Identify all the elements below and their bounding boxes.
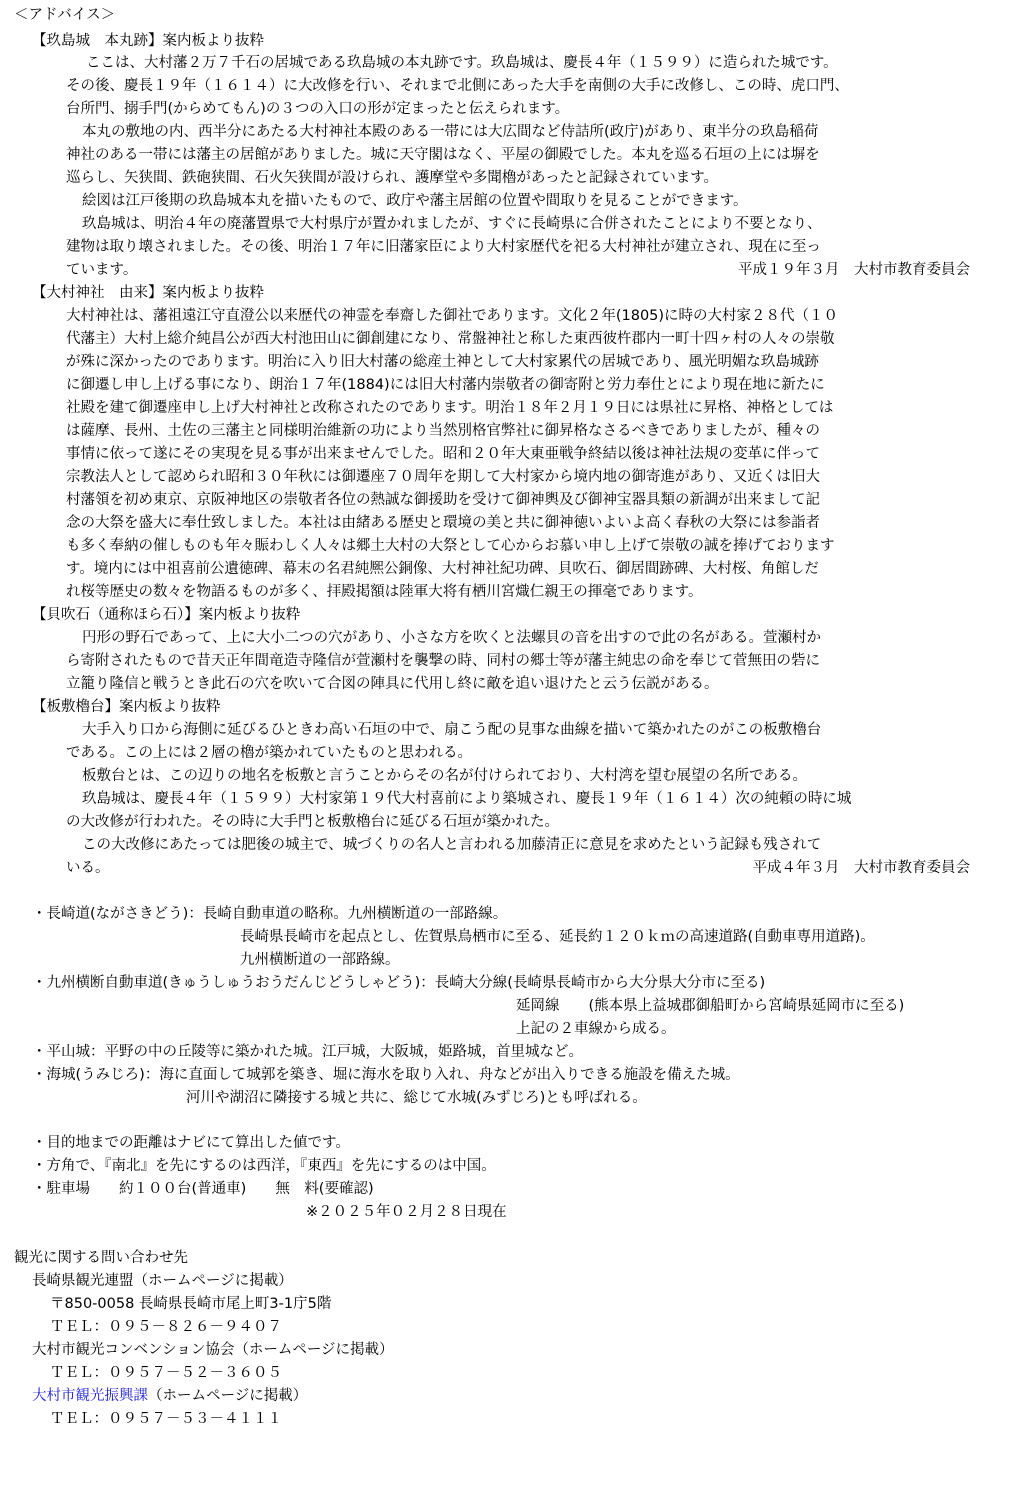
note-line: 長崎県長崎市を起点とし、佐賀県鳥栖市に至る、延長約１２０ｋｍの高速道路(自動車専用道路)。 [240, 929, 875, 945]
text-line: いる。 [66, 860, 110, 876]
text-line: 代藩主）大村上総介純昌公が西大村池田山に御創建になり、常盤神社と称した東西彼杵郡内一町十四ヶ村の人々の崇敬 [66, 331, 835, 347]
page-title: ＜アドバイス＞ [14, 7, 116, 23]
section-heading-kushima: 【玖島城 本丸跡】案内板より抜粋 [32, 33, 264, 49]
text-line: 大村神社は、藩祖遠江守直澄公以来歴代の神霊を奉齋した御社であります。文化２年(1805)に時の大村家２８代（１０ [66, 308, 839, 324]
contact-tel: ＴＥＬ：０９５７－５３－４１１１ [50, 1411, 282, 1427]
text-line: 村藩領を初め東京、京阪神地区の崇敬者各位の熱誠な御援助を受けて御神輿及び御神宝器具類の新調が出来まして記 [66, 492, 820, 508]
contact-tel: ＴＥＬ：０９５－８２６－９４０７ [50, 1319, 282, 1335]
section-heading-itajiki: 【板敷櫓台】案内板より抜粋 [32, 699, 221, 715]
note-line: 河川や湖沼に隣接する城と共に、総じて水城(みずじろ)とも呼ばれる。 [186, 1090, 647, 1106]
text-line: である。この上には２層の櫓が築かれていたものと思われる。 [66, 745, 472, 761]
text-line: 台所門、搦手門(からめてもん)の３つの入口の形が定まったと伝えられます。 [66, 101, 570, 117]
contact-tel: ＴＥＬ：０９５７－５２－３６０５ [50, 1365, 282, 1381]
text-line: 巡らし、矢狭間、鉄砲狭間、石火矢狭間が設けられ、護摩堂や多聞櫓があったと記録されています。 [66, 170, 719, 186]
credit: 平成１９年３月 大村市教育委員会 [738, 262, 970, 278]
contact-org-omura-tourism [32, 1385, 307, 1407]
note-umijiro: ・海城(うみじろ)：海に直面して城郭を築き、堀に海水を取り入れ、舟などが出入りできる施設を備えた城。 [32, 1067, 740, 1083]
text-line: 板敷台とは、この辺りの地名を板敷と言うことからその名が付けられており、大村湾を望む展望の名所である。 [82, 768, 807, 784]
text-line: 本丸の敷地の内、西半分にあたる大村神社本殿のある一帯には大広間など侍詰所(政庁)があり、東半分の玖島稲荷 [82, 124, 819, 140]
text-line: も多く奉納の催しものも年々賑わしく人々は郷土大村の大祭として心からお慕い申し上げて崇敬の誠を捧げております [66, 538, 835, 554]
text-line: この大改修にあたっては肥後の城主で、城づくりの名人と言われる加藤清正に意見を求めたという記録も残されて [82, 837, 822, 853]
text-line: ています。 [66, 262, 138, 278]
info-distance: ・目的地までの距離はナビにて算出した値です。 [32, 1135, 350, 1151]
omura-tourism-link[interactable]: 大村市観光振興課 [32, 1388, 148, 1404]
text-line: 神社のある一帯には藩主の居館がありました。城に天守閣はなく、平屋の御殿でした。本丸を巡る石垣の上には塀を [66, 147, 820, 163]
note-line: 九州横断道の一部路線。 [240, 952, 400, 968]
section-heading-omura-shrine: 【大村神社 由来】案内板より抜粋 [32, 285, 264, 301]
note-line: 延岡線 (熊本県上益城郡御船町から宮崎県延岡市に至る) [516, 998, 905, 1014]
info-parking: ・駐車場 約１００台(普通車) 無 料(要確認) [32, 1181, 374, 1197]
contacts-title: 観光に関する問い合わせ先 [14, 1250, 188, 1266]
note-hirayamajiro: ・平山城：平野の中の丘陵等に築かれた城。江戸城，大阪城，姫路城，首里城など。 [32, 1044, 583, 1060]
text-line: 念の大祭を盛大に奉仕致しました。本社は由緒ある歴史と環境の美と共に御神徳いよいよ高く春秋の大祭には参詣者 [66, 515, 820, 531]
text-line: 大手入り口から海側に延びるひときわ高い石垣の中で、扇こう配の見事な曲線を描いて築かれたのがこの板敷櫓台 [82, 722, 822, 738]
info-date: ※２０２５年０２月２８日現在 [306, 1204, 507, 1220]
text-line: 絵図は江戸後期の玖島城本丸を描いたもので、政庁や藩主居館の位置や間取りを見ることができます。 [82, 193, 748, 209]
text-line: が殊に深かったのであります。明治に入り旧大村藩の総産土神として大村家累代の居城であり、風光明媚な玖島城跡 [66, 354, 819, 370]
text-line: 玖島城は、明治４年の廃藩置県で大村県庁が置かれましたが、すぐに長崎県に合併されたことにより不要となり、 [82, 216, 822, 232]
text-line: 玖島城は、慶長４年（１５９９）大村家第１９代大村喜前により築城され、慶長１９年（１６１４）次の純頼の時に城 [82, 791, 852, 807]
text-line: 立籠り隆信と戦うとき此石の穴を吹いて合図の陣具に代用し終に敵を追い退けたと云う伝説がある。 [66, 676, 719, 692]
text-line: の大改修が行われた。その時に大手門と板敷櫓台に延びる石垣が築かれた。 [66, 814, 559, 830]
contact-org-nagasaki: 長崎県観光連盟（ホームページに掲載） [32, 1273, 293, 1289]
text-line: 社殿を建て御遷座申し上げ大村神社と改称されたのであります。明治１８年２月１９日には県社に昇格、神格としては [66, 400, 834, 416]
contact-address: 〒850-0058 長崎県長崎市尾上町3-1庁5階 [50, 1296, 332, 1312]
text-line: ら寄附されたもので昔天正年間竜造寺隆信が萱瀬村を襲撃の時、同村の郷士等が藩主純忠の命を奉じて菅無田の砦に [66, 653, 820, 669]
text-line: その後、慶長１９年（１６１４）に大改修を行い、それまで北側にあった大手を南側の大手に改修し、この時、虎口門、 [66, 78, 849, 94]
text-line: 円形の野石であって、上に大小二つの穴があり、小さな方を吹くと法螺貝の音を出すので此の名がある。萱瀬村か [82, 630, 822, 646]
text-line: す。境内には中祖喜前公遺徳碑、幕末の名君純熈公銅像、大村神社紀功碑、貝吹石、御居間跡碑、大村桜、角館しだ [66, 561, 819, 577]
text-line: 事情に依って遂にその実現を見る事が出来ませんでした。昭和２０年大東亜戦争終結以後は神社法規の変革に伴って [66, 446, 820, 462]
text-line: は薩摩、長州、土佐の三藩主と同様明治維新の功により当然別格官弊社に御昇格なさるべきでありましたが、種々の [66, 423, 820, 439]
credit: 平成４年３月 大村市教育委員会 [752, 860, 970, 876]
text-line: に御遷し申し上げる事になり、朗治１７年(1884)には旧大村藩内崇敬者の御寄附と労力奉仕とにより現在地に新たに [66, 377, 825, 393]
info-direction: ・方角で、『南北』を先にするのは西洋，『東西』を先にするのは中国。 [32, 1158, 496, 1174]
text-line: 建物は取り壊されました。その後、明治１７年に旧藩家臣により大村家歴代を祀る大村神社が建立され、現在に至っ [66, 239, 821, 255]
note-nagasaki-road: ・長崎道(ながさきどう)：長崎自動車道の略称。九州横断道の一部路線。 [32, 906, 508, 922]
section-heading-kaifuki-stone: 【貝吹石（通称ほら石）】案内板より抜粋 [32, 607, 301, 623]
contact-org-omura-convention: 大村市観光コンベンション協会（ホームページに掲載） [32, 1342, 394, 1358]
note-line: 上記の２車線から成る。 [516, 1021, 676, 1037]
note-kyushu-expressway: ・九州横断自動車道(きゅうしゅうおうだんじどうしゃどう)：長崎大分線(長崎県長崎市から大分県大分市に至る) [32, 975, 766, 991]
text-line: ここは、大村藩２万７千石の居城である玖島城の本丸跡です。玖島城は、慶長４年（１５９９）に造られた城です。 [86, 55, 838, 71]
text-line: 宗教法人として認められ昭和３０年秋には御遷座７０周年を期して大村家から境内地の御寄進があり、又近くは旧大 [66, 469, 820, 485]
contact-org-suffix: （ホームページに掲載） [148, 1388, 308, 1404]
text-line: れ桜等歴史の数々を物語るものが多く、拝殿掲額は陸軍大将有栖川宮熾仁親王の揮毫であります。 [66, 584, 703, 600]
